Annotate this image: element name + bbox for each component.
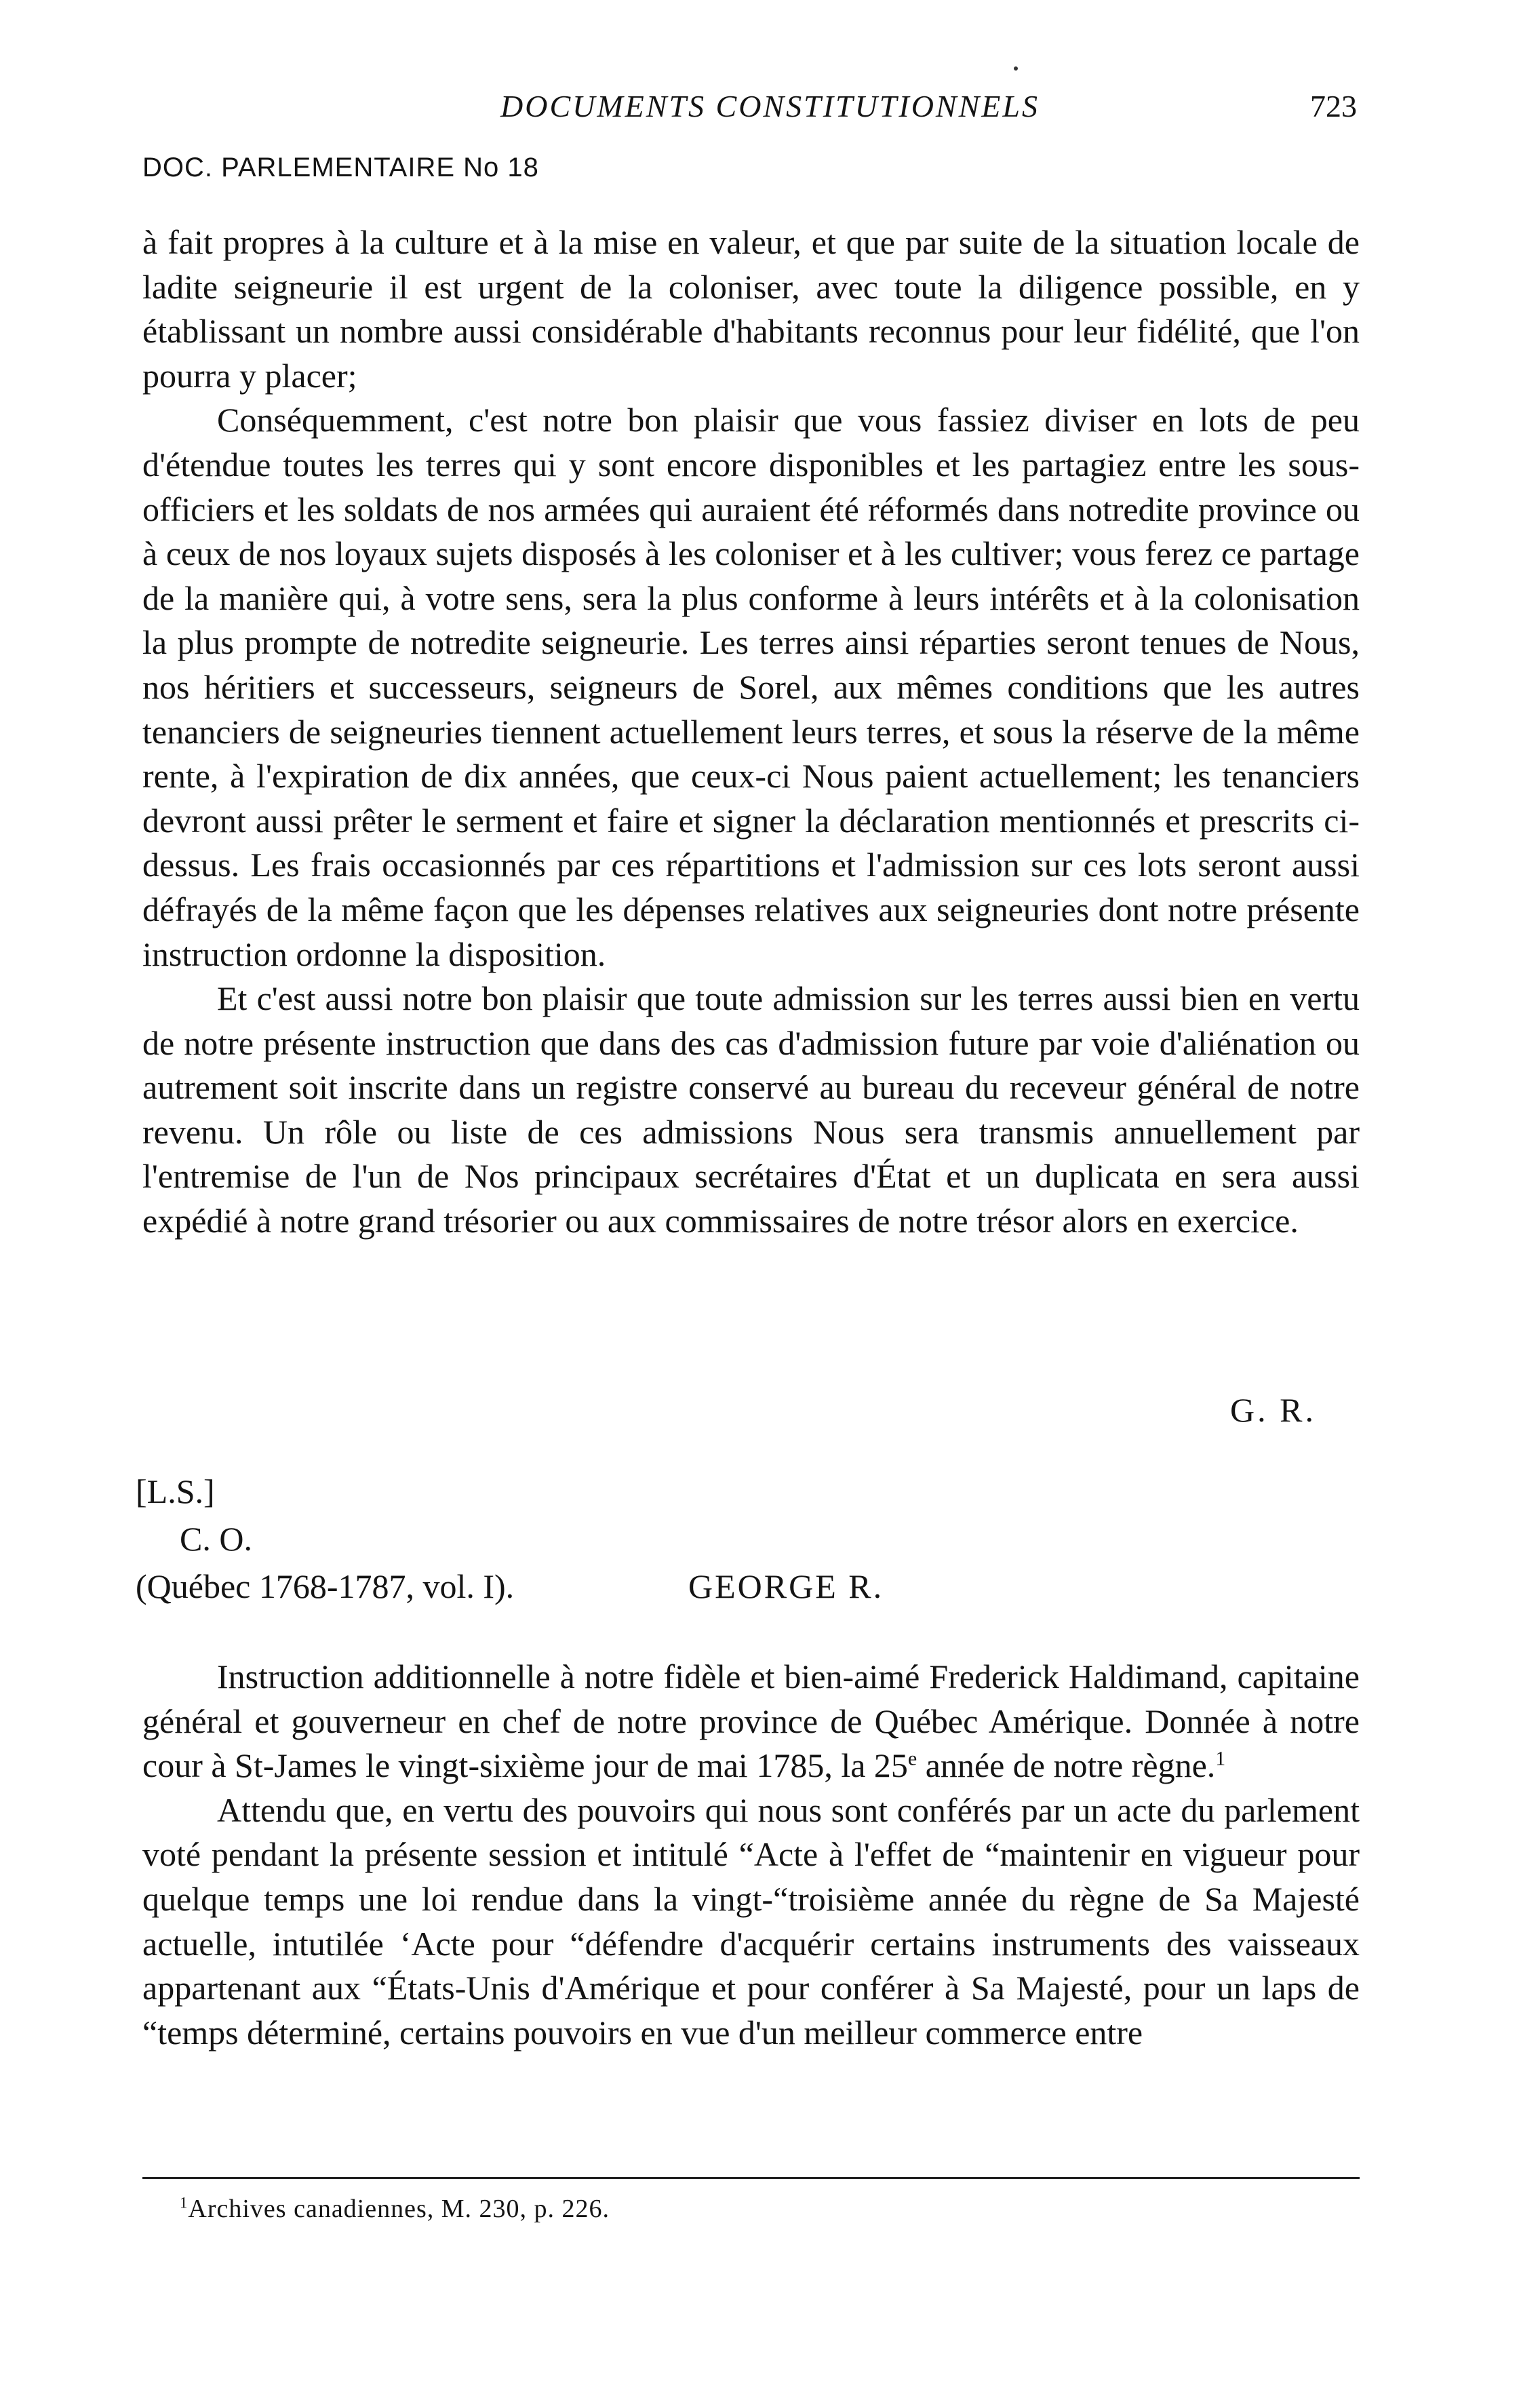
footnote-mark: 1	[180, 2194, 189, 2212]
document-reference: DOC. PARLEMENTAIRE No 18	[142, 153, 539, 182]
instruction-title-text-end: année de notre règne.	[917, 1746, 1216, 1785]
instruction-title-text: Instruction additionnelle à notre fidèle et bien-aimé Frederick Haldimand, capitaine général et gouverneur en chef de notre province de Québec Amérique. Donnée à notre cour à St-James le vingt-sixième jour de mai 1785, la 25	[142, 1657, 1360, 1785]
footnote-text: Archives canadiennes, M. 230, p. 226.	[188, 2195, 610, 2223]
print-speck	[1014, 66, 1018, 71]
signature-name: GEORGE R.	[688, 1567, 884, 1605]
ordinal-superscript: e	[907, 1747, 917, 1770]
paragraph: Conséquemment, c'est notre bon plaisir que vous fassiez diviser en lots de peu d'étendue toutes les terres qui y sont encore disponibles et les partagiez entre les sous-officiers et les soldats de nos armées qui auraient été réformés dans notredite province ou à ceux de nos loyaux sujets disposés à les coloniser et à les cultiver; vous ferez ce partage de la manière qui, à votre sens, sera la plus conforme à leurs intérêts et à la colonisation la plus prompte de notredite seigneurie. Les terres ainsi réparties seront tenues de Nous, nos héritiers et successeurs, seigneurs de Sorel, aux mêmes conditions que les autres tenanciers de seigneuries tiennent actuellement leurs terres, et sous la réserve de la même rente, à l'expiration de dix années, que ceux-ci Nous paient actuellement; les tenanciers devront aussi prêter le serment et faire et signer la déclaration mentionnés et prescrits ci-dessus. Les frais occasionnés par ces répartitions et l'admission sur ces lots seront aussi défrayés de la même façon que les dépenses relatives aux seigneuries dont notre présente instruction ordonne la disposition.	[142, 401, 1360, 973]
page-number: 723	[1310, 89, 1357, 123]
instruction-title	[142, 1655, 1360, 1788]
text-block-top	[142, 220, 1360, 1244]
paragraph: Attendu que, en vertu des pouvoirs qui nous sont conférés par un acte du parlement voté pendant la présente session et intitulé “Acte à l'effet de “maintenir en vigueur pour quelque temps une loi rendue dans la vingt-“troisième année du règne de Sa Majesté actuelle, intutilée ‘Acte pour “défendre d'acquérir certains instruments des vaisseaux appartenant aux “États-Unis d'Amérique et pour conférer à Sa Majesté, pour un laps de “temps déterminé, certains pouvoirs en vue d'un meilleur commerce entre	[142, 1790, 1360, 2052]
footnote-divider	[142, 2177, 1360, 2179]
footnote-reference: 1	[1215, 1747, 1226, 1770]
running-title: DOCUMENTS CONSTITUTIONNELS	[500, 89, 1040, 123]
paragraph: à fait propres à la culture et à la mise en valeur, et que par suite de la situation locale de ladite seigneurie il est urgent de la coloniser, avec toute la diligence possible, en y établissant un nombre aussi considérable d'habitants reconnus pour leur fidélité, que l'on pourra y placer;	[142, 223, 1360, 395]
seal-mark: [L.S.]	[136, 1472, 215, 1510]
paragraph: Et c'est aussi notre bon plaisir que toute admission sur les terres aussi bien en vertu de notre présente instruction que dans des cas d'admission future par voie d'aliénation ou autrement soit inscrite dans un registre conservé au bureau du receveur général de notre revenu. Un rôle ou liste de ces admissions Nous sera transmis annuellement par l'entremise de l'un de Nos principaux secrétaires d'État et un duplicata en sera aussi expédié à notre grand trésorier ou aux commissaires de notre trésor alors en exercice.	[142, 979, 1360, 1240]
text-block-bottom	[142, 1655, 1360, 2055]
co-reference: C. O.	[180, 1520, 252, 1558]
footnote	[180, 2194, 610, 2224]
source-reference: (Québec 1768-1787, vol. I).	[136, 1567, 515, 1605]
signature-initials: G. R.	[1230, 1391, 1316, 1429]
